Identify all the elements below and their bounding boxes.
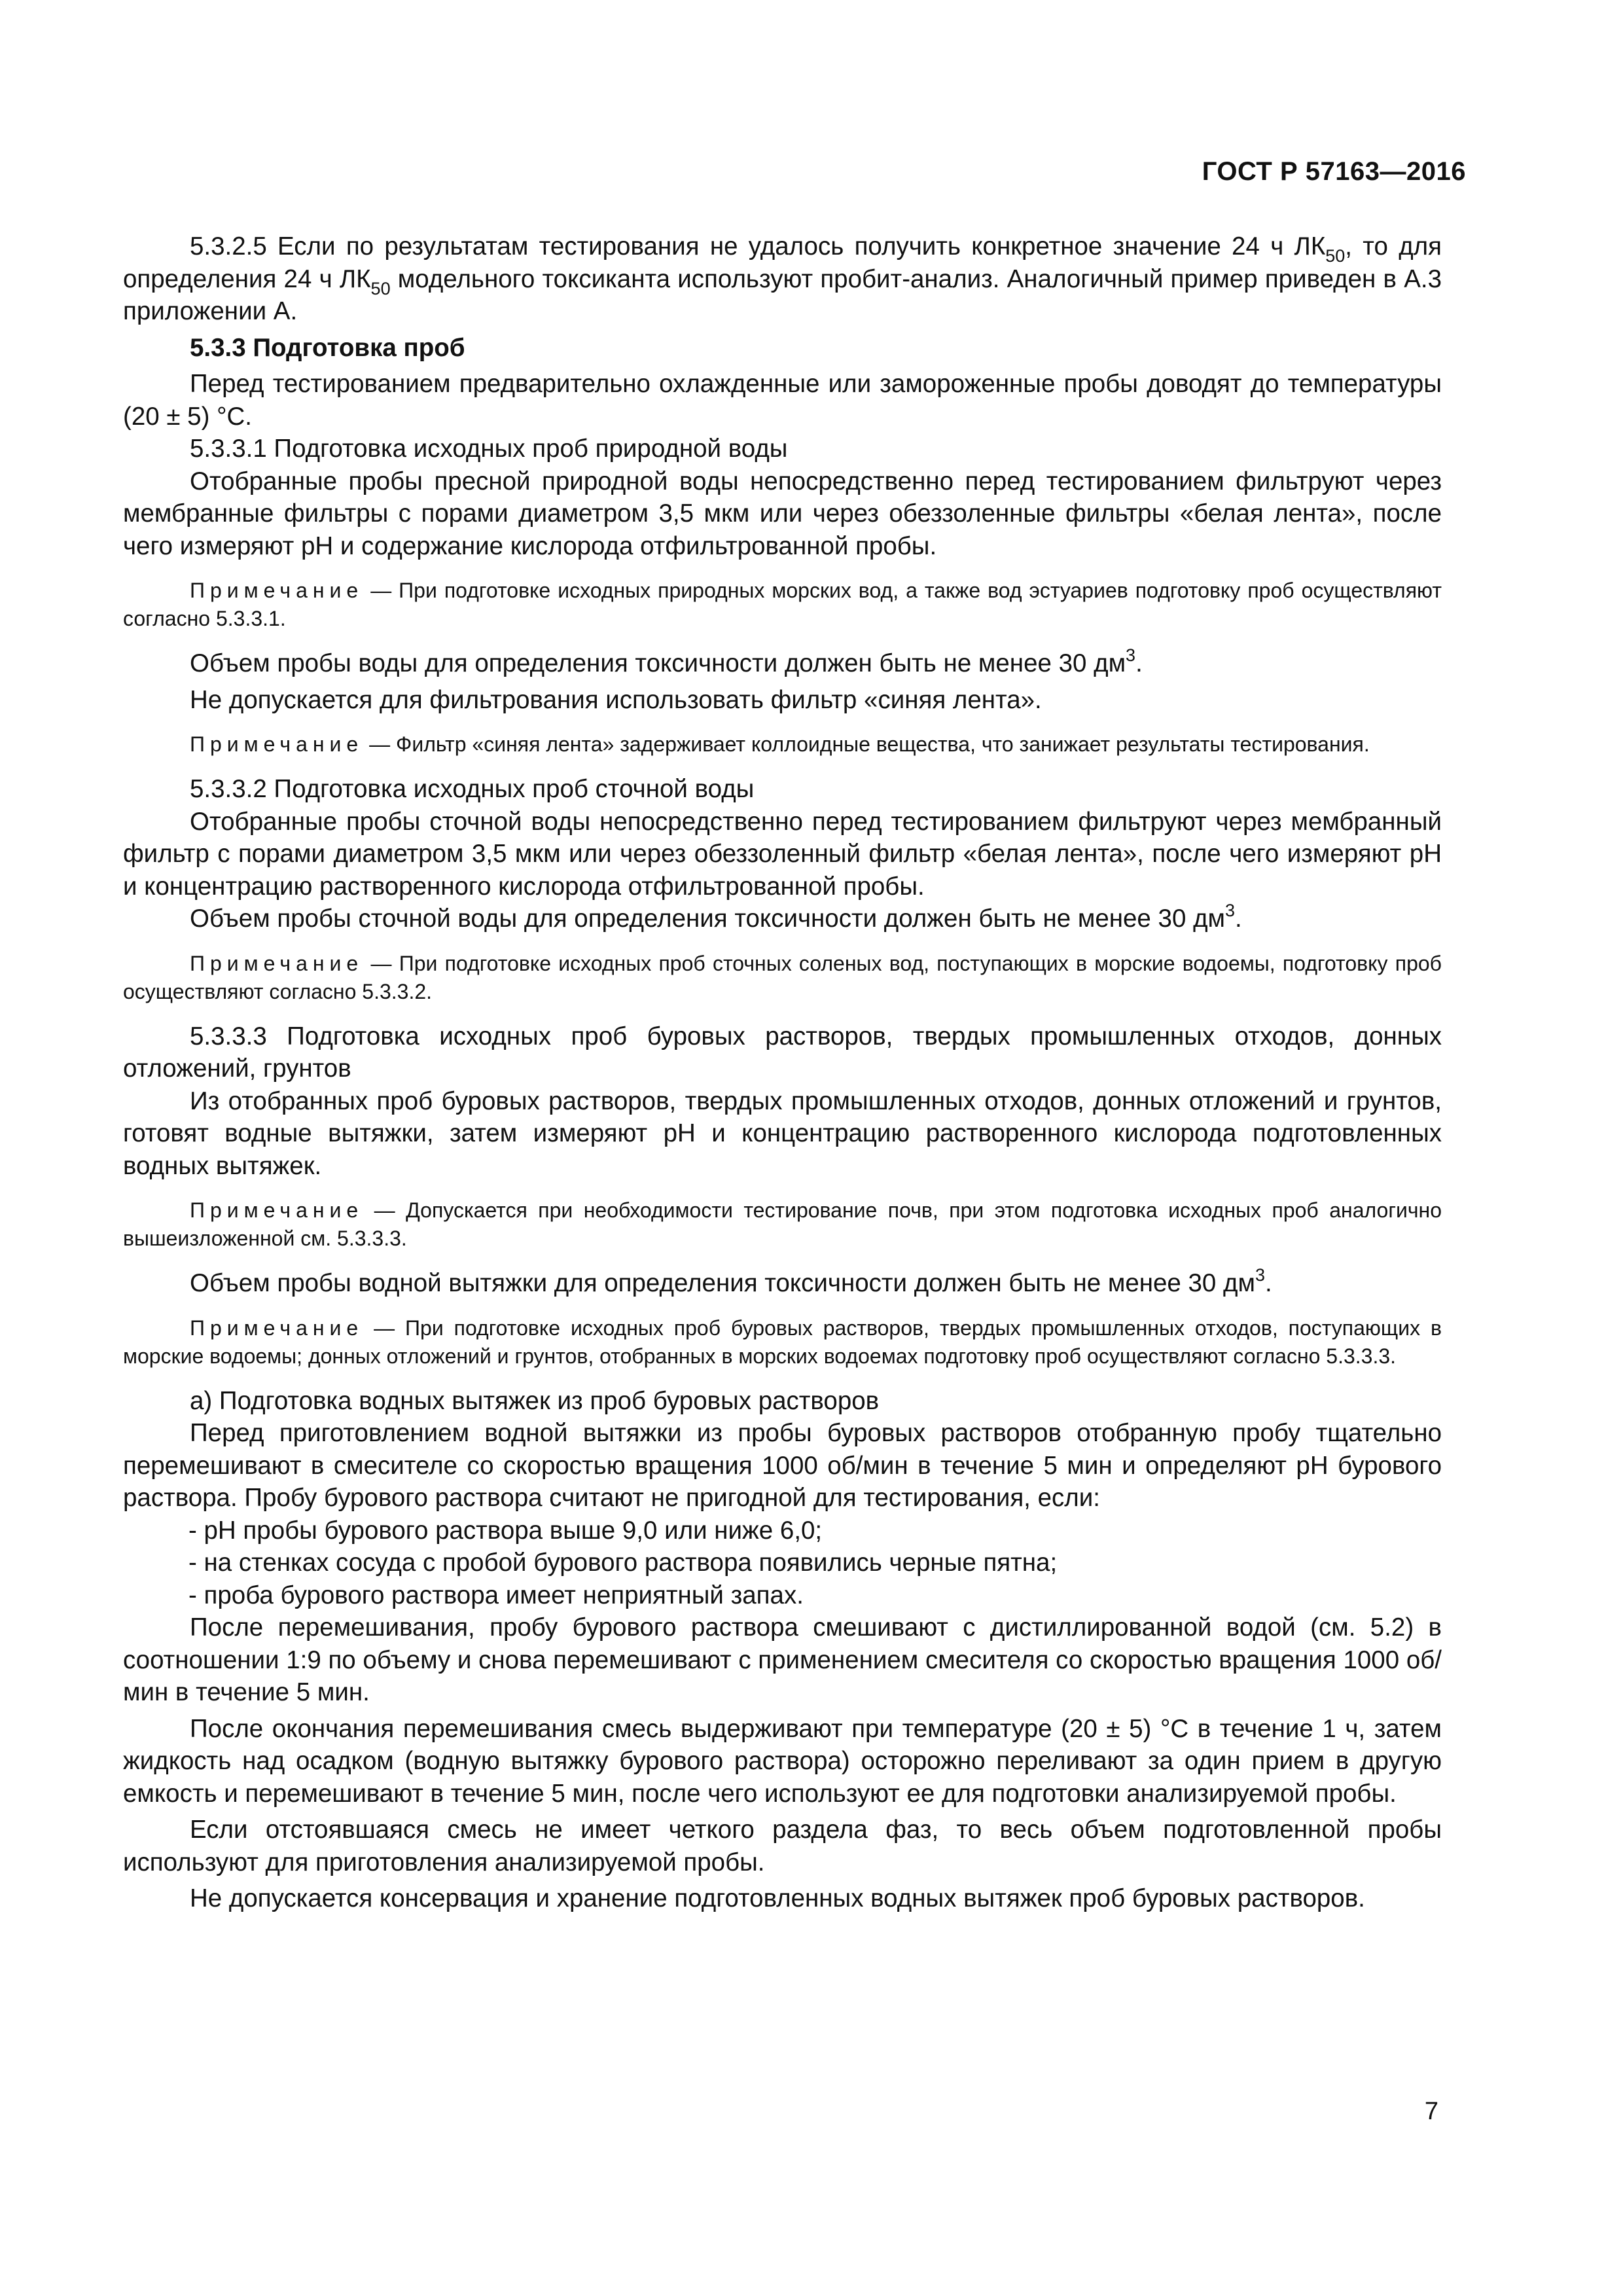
paragraph-drilling-prep: Перед приготовлением водной вытяжки из пробы буровых растворов отобранную пробу тщательно перемешивают в смесителе со скоростью вращения 1000 об/мин в течение 5 мин и определяют рН бурового раствора. Пробу бурового раствора считают не пригодной для тестирования, если:	[123, 1419, 1442, 1512]
document-code: ГОСТ Р 57163—2016	[1202, 157, 1466, 186]
paragraph-text: Объем пробы сточной воды для определения токсичности должен быть не менее 30 дм	[190, 905, 1225, 933]
list-item: - проба бурового раствора имеет неприятный запах.	[188, 1581, 804, 1609]
superscript: 3	[1126, 645, 1136, 665]
subscript: 50	[1325, 246, 1346, 266]
paragraph-blue-ribbon: Не допускается для фильтрования использовать фильтр «синяя лента».	[190, 685, 1042, 714]
paragraph-text: .	[1265, 1269, 1272, 1297]
note-label: Примечание	[190, 732, 364, 756]
paragraph-storage: Не допускается консервация и хранение подготовленных водных вытяжек проб буровых растворов.	[190, 1884, 1365, 1912]
note-label: Примечание	[190, 579, 364, 602]
note-text: — Допускается при необходимости тестирование почв, при этом подготовка исходных проб аналогично вышеизложенной см. 5.3.3.3.	[123, 1198, 1442, 1250]
paragraph-text: модельного токсиканта используют пробит-анализ. Аналогичный пример приведен в А.3 приложении А.	[123, 264, 1442, 325]
subsection-5-3-3-1: 5.3.3.1 Подготовка исходных проб природной воды	[190, 435, 788, 463]
note-5	[123, 1314, 1442, 1371]
note-1	[123, 577, 1442, 633]
paragraph-mixing: После перемешивания, пробу бурового раствора смешивают с дистиллированной водой (см. 5.2) в соотношении 1:9 по объему и снова перемешивают с применением смесителя со скоростью вращения 1000 об/мин в течение 5 мин.	[123, 1613, 1442, 1706]
note-text: — При подготовке исходных проб буровых растворов, твердых промышленных отходов, поступающих в морские водоемы; донных отложений и грунтов, отобранных в морских водоемах подготовку проб осуществляют согласно 5.3.3.3.	[123, 1316, 1442, 1368]
paragraph-text: , то для определения 24 ч ЛК	[123, 232, 1442, 293]
note-4	[123, 1196, 1442, 1253]
paragraph-text: Объем пробы воды для определения токсичности должен быть не менее 30 дм	[190, 649, 1126, 677]
page-number: 7	[1424, 2098, 1438, 2125]
superscript: 3	[1255, 1265, 1265, 1285]
note-label: Примечание	[190, 1198, 364, 1222]
paragraph-waste-water: Отобранные пробы сточной воды непосредственно перед тестированием фильтруют через мембранный фильтр с порами диаметром 3,5 мкм или через обеззоленный фильтр «белая лента», после чего измеряют рН и концентрацию растворенного кислорода отфильтрованной пробы.	[123, 807, 1442, 901]
note-2	[123, 730, 1442, 759]
paragraph-natural-water: Отобранные пробы пресной природной воды непосредственно перед тестированием фильтруют через мембранные фильтры с порами диаметром 3,5 мкм или через обеззоленные фильтры «белая лента», после чего измеряют рН и содержание кислорода отфильтрованной пробы.	[123, 467, 1442, 560]
superscript: 3	[1225, 901, 1236, 920]
subsection-5-3-3-2: 5.3.3.2 Подготовка исходных проб сточной воды	[190, 775, 755, 803]
paragraph-extracts: Из отобранных проб буровых растворов, твердых промышленных отходов, донных отложений и грунтов, готовят водные вытяжки, затем измеряют рН и концентрацию растворенного кислорода подготовленных водных вытяжек.	[123, 1086, 1442, 1180]
paragraph-text: .	[1135, 649, 1143, 677]
document-body	[123, 230, 1442, 1915]
subscript: 50	[370, 278, 391, 298]
paragraph-settling: После окончания перемешивания смесь выдерживают при температуре (20 ± 5) °С в течение 1 ч, затем жидкость над осадком (водную вытяжку бурового раствора) осторожно переливают за один прием в другую емкость и перемешивают в течение 5 мин, после чего используют ее для подготовки анализируемой пробы.	[123, 1714, 1442, 1808]
list-item: - на стенках сосуда с пробой бурового раствора появились черные пятна;	[188, 1549, 1058, 1577]
section-heading-5-3-3: 5.3.3 Подготовка проб	[190, 333, 465, 362]
list-item: - рН пробы бурового раствора выше 9,0 или ниже 6,0;	[188, 1516, 823, 1545]
paragraph-volume-water	[123, 647, 1442, 680]
note-3	[123, 950, 1442, 1006]
paragraph-text: Объем пробы водной вытяжки для определения токсичности должен быть не менее 30 дм	[190, 1269, 1255, 1297]
note-text: — При подготовке исходных природных морских вод, а также вод эстуариев подготовку проб осуществляют согласно 5.3.3.1.	[123, 579, 1442, 630]
note-label: Примечание	[190, 951, 364, 975]
note-text: — При подготовке исходных проб сточных соленых вод, поступающих в морские водоемы, подготовку проб осуществляют согласно 5.3.3.2.	[123, 951, 1442, 1003]
note-label: Примечание	[190, 1316, 364, 1340]
paragraph-text: .	[1235, 905, 1242, 933]
subsection-5-3-3-3: 5.3.3.3 Подготовка исходных проб буровых растворов, твердых промышленных отходов, донных отложений, грунтов	[123, 1022, 1442, 1083]
paragraph-volume-extract	[123, 1267, 1442, 1300]
paragraph-5-3-2-5	[123, 230, 1442, 328]
paragraph-text: 5.3.2.5 Если по результатам тестирования не удалось получить конкретное значение 24 ч ЛК	[190, 232, 1326, 260]
paragraph-item-a: а) Подготовка водных вытяжек из проб буровых растворов	[190, 1386, 880, 1415]
paragraph-phase-separation: Если отстоявшаяся смесь не имеет четкого раздела фаз, то весь объем подготовленной пробы используют для приготовления анализируемой пробы.	[123, 1816, 1442, 1876]
paragraph-volume-waste-water	[123, 903, 1442, 935]
paragraph-temperature: Перед тестированием предварительно охлажденные или замороженные пробы доводят до температуры (20 ± 5) °С.	[123, 370, 1442, 431]
note-text: — Фильтр «синяя лента» задерживает коллоидные вещества, что занижает результаты тестирования.	[363, 732, 1370, 756]
